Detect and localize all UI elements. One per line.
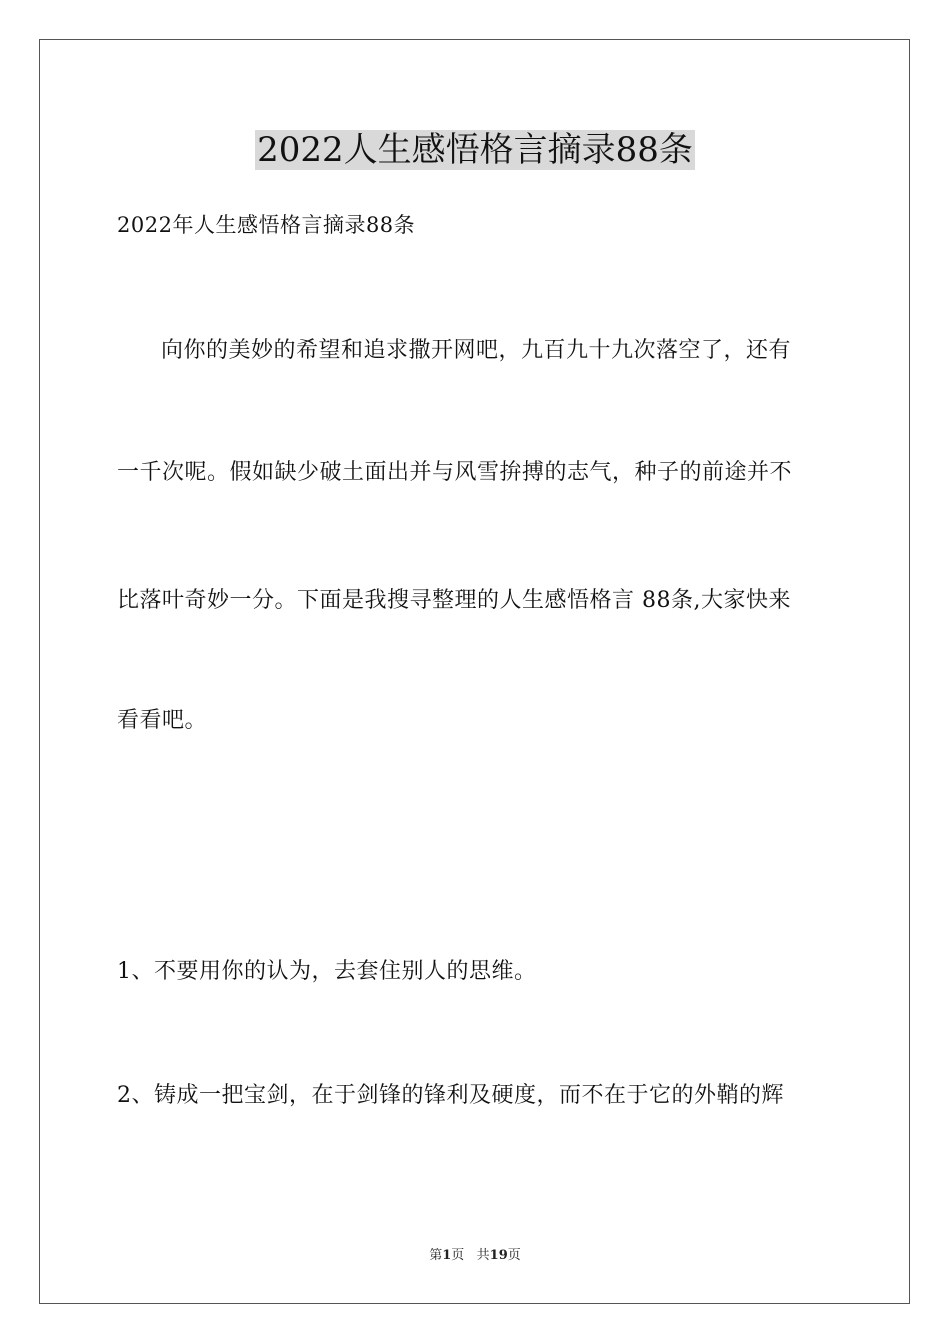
document-subtitle: 2022年人生感悟格言摘录88条 xyxy=(117,213,416,237)
page-suffix: 页 共 xyxy=(451,1248,490,1263)
intro-line-1: 向你的美妙的希望和追求撒开网吧，九百九十九次落空了，还有 xyxy=(161,338,792,363)
page-total: 19 xyxy=(489,1248,508,1263)
intro-line-4: 看看吧。 xyxy=(117,708,208,733)
title-text: 2022人生感悟格言摘录88条 xyxy=(257,130,693,170)
document-title xyxy=(0,122,950,178)
page-prefix: 第 xyxy=(429,1248,443,1263)
list-item: 2、铸成一把宝剑，在于剑锋的锋利及硬度，而不在于它的外鞘的辉 xyxy=(117,1083,784,1108)
intro-line-3: 比落叶奇妙一分。下面是我搜寻整理的人生感悟格言 88条,大家快来 xyxy=(117,588,791,613)
total-suffix: 页 xyxy=(507,1248,521,1263)
intro-line-2: 一千次呢。假如缺少破土面出并与风雪拚搏的志气，种子的前途并不 xyxy=(117,460,793,485)
list-item: 1、不要用你的认为，去套住别人的思维。 xyxy=(117,959,537,984)
page-current: 1 xyxy=(442,1248,452,1263)
page-footer xyxy=(0,1246,950,1266)
